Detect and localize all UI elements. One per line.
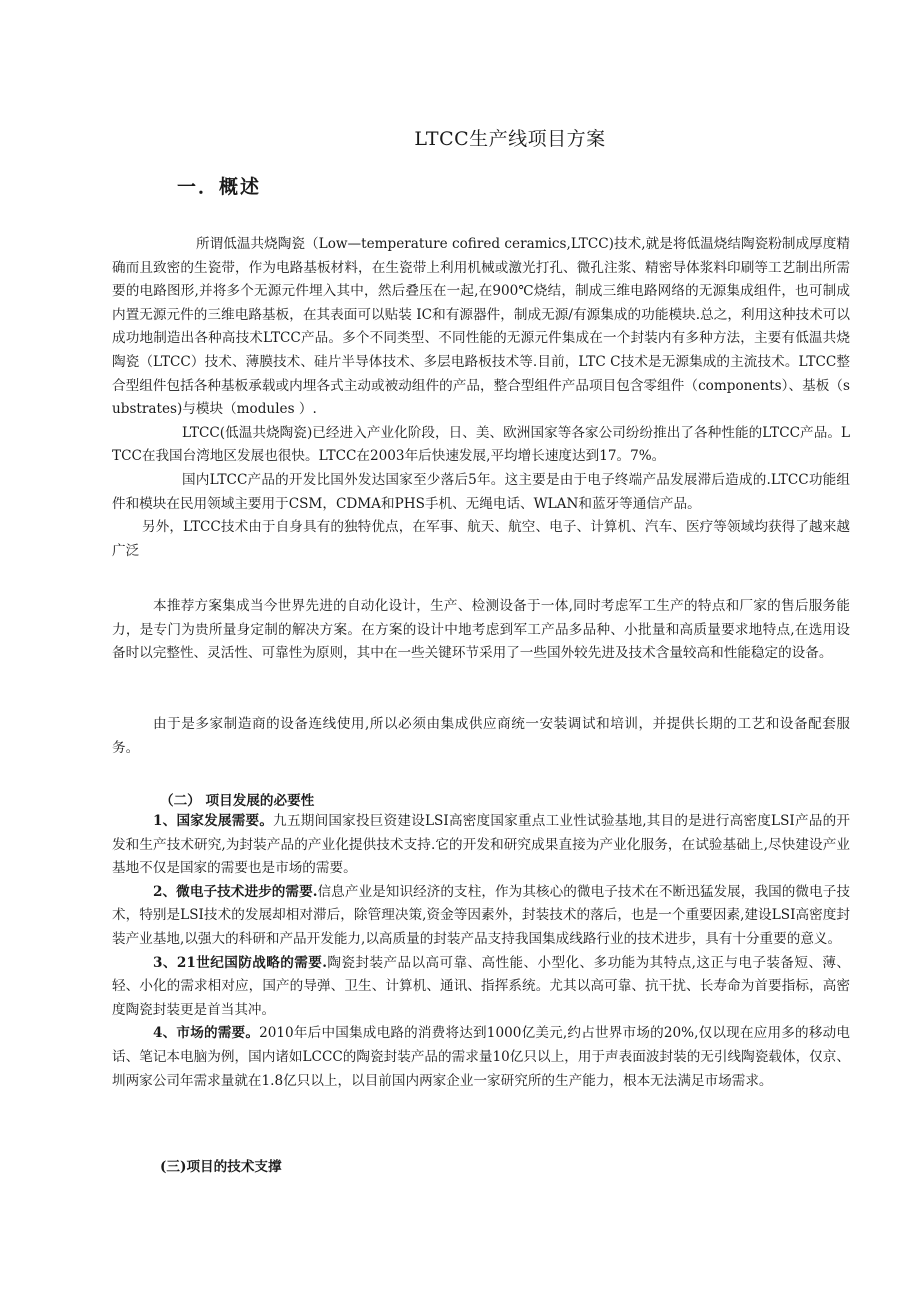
necessity-item bbox=[112, 810, 850, 881]
overview-body bbox=[112, 233, 850, 563]
supplier-paragraph: 由于是多家制造商的设备连线使用,所以必须由集成供应商统一安装调试和培训，并提供长期的工艺和设备配套服务。 bbox=[112, 716, 850, 756]
necessity-item-lead: 2、微电子技术进步的需要. bbox=[153, 883, 318, 900]
supplier-body bbox=[112, 713, 850, 760]
overview-paragraph: 所谓低温共烧陶瓷（Low—temperature cofired ceramics,LTCC)技术,就是将低温烧结陶瓷粉制成厚度精确而且致密的生瓷带，作为电路基板材料，在生瓷带上利用机械或激光打孔、微孔注浆、精密导体浆料印刷等工艺制出所需要的电路图形,并将多个无源元件埋入其中，然后叠压在一起,在900℃烧结，制成三维电路网络的无源集成组件，也可制成内置无源元件的三维电路基板，在其表面可以贴装 IC和有源器件，制成无源/有源集成的功能模块.总之，利用这种技术可以成功地制造出各种高技术LTCC产品。多个不同类型、不同性能的无源元件集成在一个封装内有多种方法，主要有低温共烧陶瓷（LTCC）技术、薄膜技术、硅片半导体技术、多层电路板技术等.目前，LTC C技术是无源集成的主流技术。LTCC整合型组件包括各种基板承载或内埋各式主动或被动组件的产品，整合型组件产品项目包含零组件（components）、基板（substrates)与模块（modules ）. bbox=[112, 236, 850, 418]
necessity-item-lead: 4、市场的需要。 bbox=[153, 1025, 260, 1042]
necessity-item-lead: 1、国家发展需要。 bbox=[153, 813, 274, 829]
section-heading-necessity: （二） 项目发展的必要性 bbox=[160, 793, 315, 809]
necessity-item-text: 陶瓷封装产品以高可靠、高性能、小型化、多功能为其特点,这正与电子装备短、薄、轻、小化的需求相对应，国产的导弹、卫生、计算机、通讯、指挥系统。尤其以高可靠、抗干扰、长寿命为首要指标，高密度陶瓷封装更是首当其冲。 bbox=[112, 954, 851, 1018]
necessity-item-text: 九五期间国家投巨资建设LSI高密度国家重点工业性试验基地,其目的是进行高密度LSI产品的开发和生产技术研究,为封装产品的产业化提供技术支持.它的开发和研究成果直接为产业化服务，在试验基础上,尽快建设产业基地不仅是国家的需要也是市场的需要。 bbox=[112, 813, 850, 877]
section-heading-overview: 一．概述 bbox=[177, 176, 262, 198]
necessity-item-lead: 3、21世纪国防战略的需要. bbox=[153, 954, 328, 971]
necessity-item-text: 2010年后中国集成电路的消费将达到1000亿美元,约占世界市场的20%,仅以现在应用多的移动电话、笔记本电脑为例，国内诸如LCCC的陶瓷封装产品的需求量10亿只以上，用于声表面波封装的无引线陶瓷载体，仅京、圳两家公司年需求量就在1.8亿只以上，以目前国内两家企业一家研究所的生产能力，根本无法满足市场需求。 bbox=[112, 1025, 850, 1089]
necessity-item bbox=[112, 881, 850, 952]
recommendation-body bbox=[112, 595, 850, 666]
overview-paragraph: 国内LTCC产品的开发比国外发达国家至少落后5年。这主要是由于电子终端产品发展滞后造成的.LTCC功能组件和模块在民用领域主要用于CSM，CDMA和PHS手机、无绳电话、WLAN和蓝牙等通信产品。 bbox=[112, 471, 850, 512]
section-heading-tech-support: (三)项目的技术支撑 bbox=[160, 1159, 282, 1175]
document-title: LTCC生产线项目方案 bbox=[414, 128, 606, 150]
necessity-item bbox=[112, 1022, 850, 1093]
recommendation-paragraph: 本推荐方案集成当今世界先进的自动化设计，生产、检测设备于一体,同时考虑军工生产的特点和厂家的售后服务能力，是专门为贵所量身定制的解决方案。在方案的设计中地考虑到军工产品多品种、小批量和高质量要求地特点,在选用设备时以完整性、灵活性、可靠性为原则，其中在一些关键环节采用了一些国外较先进及技术含量较高和性能稳定的设备。 bbox=[112, 598, 850, 662]
overview-paragraph: LTCC(低温共烧陶瓷)已经进入产业化阶段，日、美、欧洲国家等各家公司纷纷推出了各种性能的LTCC产品。LTCC在我国台湾地区发展也很快。LTCC在2003年后快速发展,平均增长速度达到17。7%。 bbox=[112, 424, 850, 465]
necessity-body bbox=[112, 810, 850, 1093]
necessity-item-text: 信息产业是知识经济的支柱，作为其核心的微电子技术在不断迅猛发展，我国的微电子技术，特别是LSI技术的发展却相对滞后，除管理决策,资金等因素外，封装技术的落后，也是一个重要因素,建设LSI高密度封装产业基地,以强大的科研和产品开发能力,以高质量的封装产品支持我国集成线路行业的技术进步，具有十分重要的意义。 bbox=[112, 883, 850, 947]
necessity-item bbox=[112, 952, 850, 1023]
overview-paragraph: 另外，LTCC技术由于自身具有的独特优点，在军事、航天、航空、电子、计算机、汽车、医疗等领域均获得了越来越广泛 bbox=[112, 519, 850, 559]
